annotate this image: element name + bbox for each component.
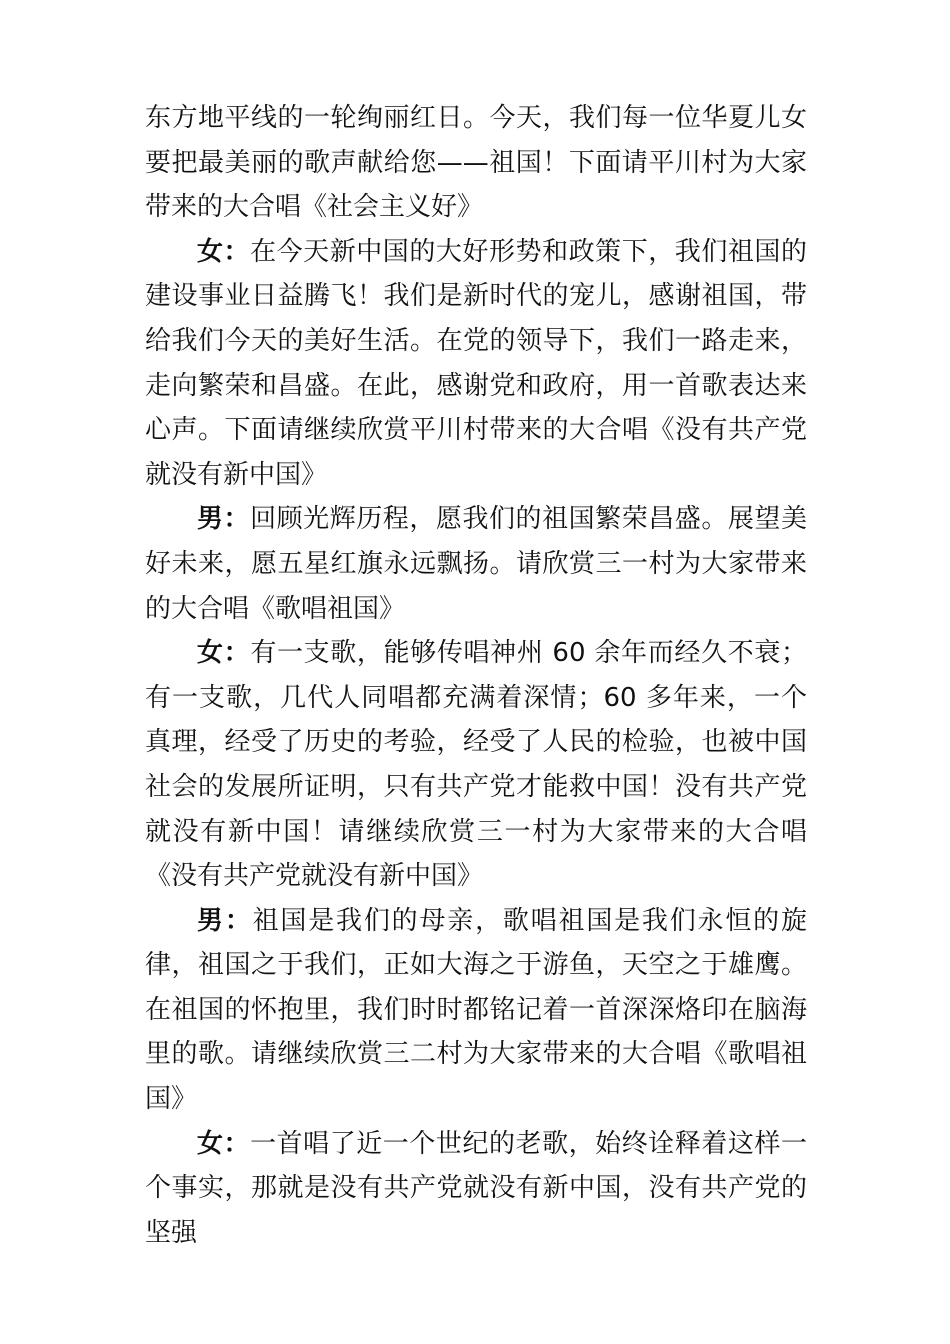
- document-page: [145, 96, 807, 1255]
- paragraph-text: 东方地平线的一轮绚丽红日。今天，我们每一位华夏儿女要把最美丽的歌声献给您——祖国！下面请平川村为大家带来的大合唱《社会主义好》: [145, 103, 807, 223]
- speaker-separator: ：: [223, 638, 251, 669]
- speaker-name: 女: [197, 236, 224, 267]
- speaker-separator: ：: [224, 905, 253, 936]
- speaker-label: [197, 237, 250, 267]
- speaker-name: 男: [197, 504, 224, 535]
- paragraph-text: 在今天新中国的大好形势和政策下，我们祖国的建设事业日益腾飞！我们是新时代的宠儿，感谢祖国，带给我们今天的美好生活。在党的领导下，我们一路走来，走向繁荣和昌盛。在此，感谢党和政府，用一首歌表达来心声。下面请继续欣赏平川村带来的大合唱《没有共产党就没有新中国》: [145, 236, 807, 490]
- paragraph-male-host: [145, 899, 807, 1122]
- paragraph-continuation: [145, 96, 807, 230]
- speaker-name: 女: [197, 1128, 224, 1159]
- speaker-separator: ：: [223, 1128, 251, 1159]
- paragraph-female-host: [145, 631, 807, 899]
- paragraph-male-host: [145, 497, 807, 631]
- speaker-name: 女: [197, 638, 224, 669]
- speaker-name: 男: [197, 905, 225, 936]
- speaker-separator: ：: [223, 504, 251, 535]
- paragraph-text: 祖国是我们的母亲，歌唱祖国是我们永恒的旋律，祖国之于我们，正如大海之于游鱼，天空之于雄鹰。在祖国的怀抱里，我们时时都铭记着一首深深烙印在脑海里的歌。请继续欣赏三二村为大家带来的大合唱《歌唱祖国》: [145, 905, 807, 1115]
- speaker-label: [197, 906, 253, 936]
- speaker-label: [197, 504, 250, 534]
- speaker-label: [197, 1129, 250, 1159]
- paragraph-text: 一首唱了近一个世纪的老歌，始终诠释着这样一个事实，那就是没有共产党就没有新中国，没有共产党的坚强: [145, 1128, 807, 1248]
- paragraph-female-host: [145, 1122, 807, 1256]
- paragraph-text: 回顾光辉历程，愿我们的祖国繁荣昌盛。展望美好未来，愿五星红旗永远飘扬。请欣赏三一村为大家带来的大合唱《歌唱祖国》: [145, 504, 807, 624]
- paragraph-female-host: [145, 230, 807, 498]
- paragraph-text: 有一支歌，能够传唱神州 60 余年而经久不衰；有一支歌，几代人同唱都充满着深情；60 多年来，一个真理，经受了历史的考验，经受了人民的检验，也被中国社会的发展所证明，只有共产党才能救中国！没有共产党就没有新中国！请继续欣赏三一村为大家带来的大合唱《没有共产党就没有新中国》: [145, 638, 807, 892]
- speaker-separator: ：: [223, 236, 251, 267]
- speaker-label: [197, 638, 250, 668]
